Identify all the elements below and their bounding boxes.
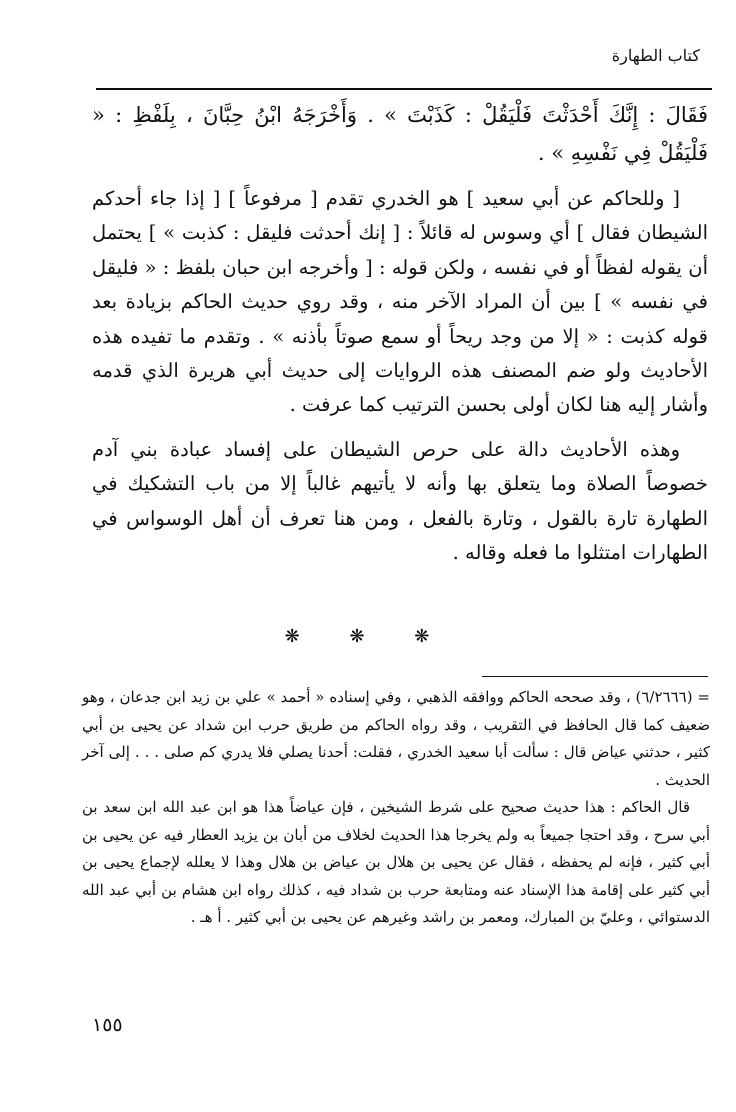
- commentary-paragraph: [ وللحاكم عن أبي سعيد ] هو الخدري تقدم [ مرفوعاً ] [ إذا جاء أحدكم الشيطان فقال ] أي وسوس له قائلاً : [ إنك أحدثت فليقل : كذبت » ] يحتمل أن يقوله لفظاً أو في نفسه ، ولكن قوله : [ وأخرجه ابن حبان بلفظ : « فليقل في نفسه » ] بين أن المراد الآخر منه ، وقد روي حديث الحاكم بزيادة بعد قوله كذبت : « إلا من وجد ريحاً أو سمع صوتاً بأذنه » . وتقدم ما تفيده هذه الأحاديث ولو ضم المصنف هذه الروايات إلى حديث أبي هريرة الذي قدمه وأشار إليه هنا لكان أولى بحسن الترتيب كما عرفت .: [92, 187, 708, 417]
- footnote-paragraph: قال الحاكم : هذا حديث صحيح على شرط الشيخين ، فإن عياضاً هذا هو ابن عبد الله ابن سعد بن أبي سرح ، وقد احتجا جميعاً به ولم يخرجا هذا الحديث لخلاف من أبان بن يزيد العطار فيه عن يحيى بن أبي كثير ، فإنه لم يحفظه ، فقال عن يحيى بن هلال بن عياض بن هلال وهذا لا يعلله لإجماع يحيى بن أبي كثير على إقامة هذا الإسناد عنه ومتابعة حرب بن شداد فيه ، كذلك رواه ابن هشام بن أبي عبد الله الدستوائي ، وعليّ بن المبارك، ومعمر بن راشد وغيرهم عن يحيى بن أبي كثير . أ هـ .: [82, 798, 710, 926]
- footnotes: [82, 684, 710, 932]
- section-separator: ❋ ❋ ❋: [284, 626, 452, 647]
- main-text: [92, 96, 708, 570]
- hadith-quote-paragraph: فَقَالَ : إِنَّكَ أَحْدَثْتَ فَلْيَقُلْ : كَذَبْتَ » . وَأَخْرَجَهُ ابْنُ حِبَّانَ ، بِلَفْظِ : « فَلْيَقُلْ فِي نَفْسِهِ » .: [92, 103, 708, 165]
- footnote-rule: [482, 676, 708, 677]
- commentary-paragraph: وهذه الأحاديث دالة على حرص الشيطان على إفساد عبادة بني آدم خصوصاً الصلاة وما يتعلق بها وأنه لا يأتيهم غالباً إلا من باب التشكيك في الطهارة تارة بالقول ، وتارة بالفعل ، ومن هنا تعرف أن أهل الوسواس في الطهارات امتثلوا ما فعله وقاله .: [92, 437, 708, 565]
- running-header: كتاب الطهارة: [611, 46, 700, 65]
- footnote-paragraph: = (٦/٢٦٦٦) ، وقد صححه الحاكم ووافقه الذهبي ، وفي إسناده « أحمد » علي بن زيد ابن جدعان ، وهو ضعيف كما قال الحافظ في التقريب ، وقد رواه الحاكم من طريق حرب ابن شداد عن يحيى بن أبي كثير ، حدثني عياض قال : سألت أبا سعيد الخدري ، فقلت: أحدنا يصلي فلا يدري كم صلى . . . إلى آخر الحديث .: [82, 688, 710, 789]
- header-rule: [96, 88, 712, 90]
- page-number: ١٥٥: [92, 1014, 123, 1036]
